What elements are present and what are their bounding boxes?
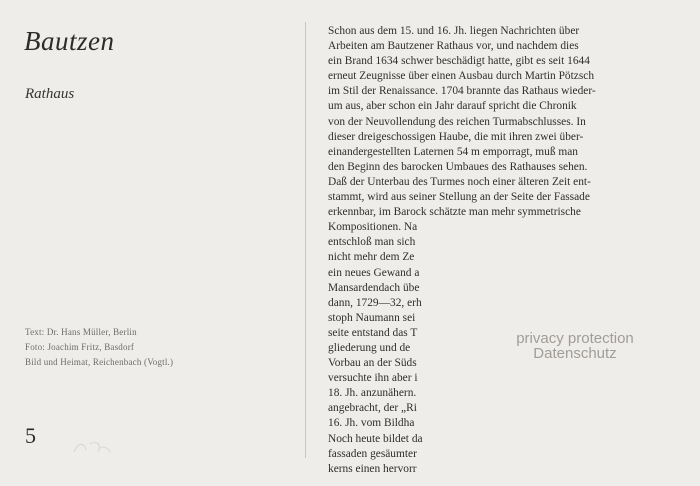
body-line: von der Neuvollendung des reichen Turmabschlusses. In bbox=[328, 115, 586, 128]
watermark-line-1: privacy protection bbox=[516, 330, 634, 347]
credit-photo: Foto: Joachim Fritz, Basdorf bbox=[25, 342, 135, 352]
body-line: dieser dreigeschossigen Haube, die mit ihren zwei über- bbox=[328, 130, 584, 143]
center-divider bbox=[305, 22, 306, 458]
body-line: im Stil der Renaissance. 1704 brannte das Rathaus wieder- bbox=[328, 85, 596, 98]
body-line-cut: stoph Naumann sei bbox=[328, 311, 416, 324]
body-line-cut: nicht mehr dem Ze bbox=[328, 251, 415, 264]
body-line: erkennbar, im Barock schätzte man mehr symmetrische bbox=[328, 206, 581, 219]
body-line-cut: dann, 1729—32, erh bbox=[328, 296, 422, 309]
body-line: Schon aus dem 15. und 16. Jh. liegen Nachrichten über bbox=[328, 25, 580, 37]
body-text bbox=[328, 24, 680, 477]
body-line-cut: kerns einen hervorr bbox=[328, 462, 417, 475]
credit-text: Text: Dr. Hans Müller, Berlin bbox=[25, 327, 137, 337]
body-line: erneut Zeugnisse über einen Ausbau durch Martin Pötzsch bbox=[328, 70, 595, 83]
body-line-cut: versuchte ihn aber i bbox=[328, 372, 418, 385]
body-line: Arbeiten am Bautzener Rathaus vor, und nachdem dies bbox=[328, 40, 579, 53]
body-line-cut: Vorbau an der Süds bbox=[328, 357, 417, 370]
watermark-line-2: Datenschutz bbox=[533, 345, 617, 362]
body-line-cut: entschloß man sich bbox=[328, 236, 416, 249]
body-line-cut: 18. Jh. anzunähern. bbox=[328, 387, 417, 400]
faint-stamp-mark bbox=[70, 438, 112, 458]
body-line: Daß der Unterbau des Turmes noch einer älteren Zeit ent- bbox=[328, 175, 591, 188]
card-title: Bautzen bbox=[24, 26, 115, 56]
body-line: um aus, aber schon ein Jahr darauf spricht die Chronik bbox=[328, 100, 577, 113]
body-line: den Beginn des barocken Umbaues des Rathauses sehen. bbox=[328, 160, 588, 173]
body-line-cut: seite entstand das T bbox=[328, 326, 418, 339]
body-line-cut: Kompositionen. Na bbox=[328, 221, 418, 234]
body-line-cut: angebracht, der „Ri bbox=[328, 402, 417, 415]
body-line: einandergestellten Laternen 54 m emporragt, muß man bbox=[328, 145, 578, 158]
body-line-cut: fassaden gesäumter bbox=[328, 447, 417, 460]
credit-publisher: Bild und Heimat, Reichenbach (Vogtl.) bbox=[25, 357, 174, 367]
body-line-cut: Mansardendach übe bbox=[328, 281, 420, 294]
privacy-watermark bbox=[500, 331, 650, 361]
body-line-cut: gliederung und de bbox=[328, 341, 411, 354]
body-line: ein Brand 1634 schwer beschädigt hatte, gibt es seit 1644 bbox=[328, 55, 590, 68]
body-line-cut: Noch heute bildet da bbox=[328, 432, 423, 445]
page-number: 5 bbox=[25, 423, 36, 448]
body-line-cut: ein neues Gewand a bbox=[328, 266, 420, 279]
body-line: stammt, wird aus seiner Stellung an der Seite der Fassade bbox=[328, 191, 590, 204]
credits-block bbox=[25, 325, 173, 370]
body-line-cut: 16. Jh. vom Bildha bbox=[328, 417, 415, 430]
card-subtitle: Rathaus bbox=[25, 86, 75, 102]
